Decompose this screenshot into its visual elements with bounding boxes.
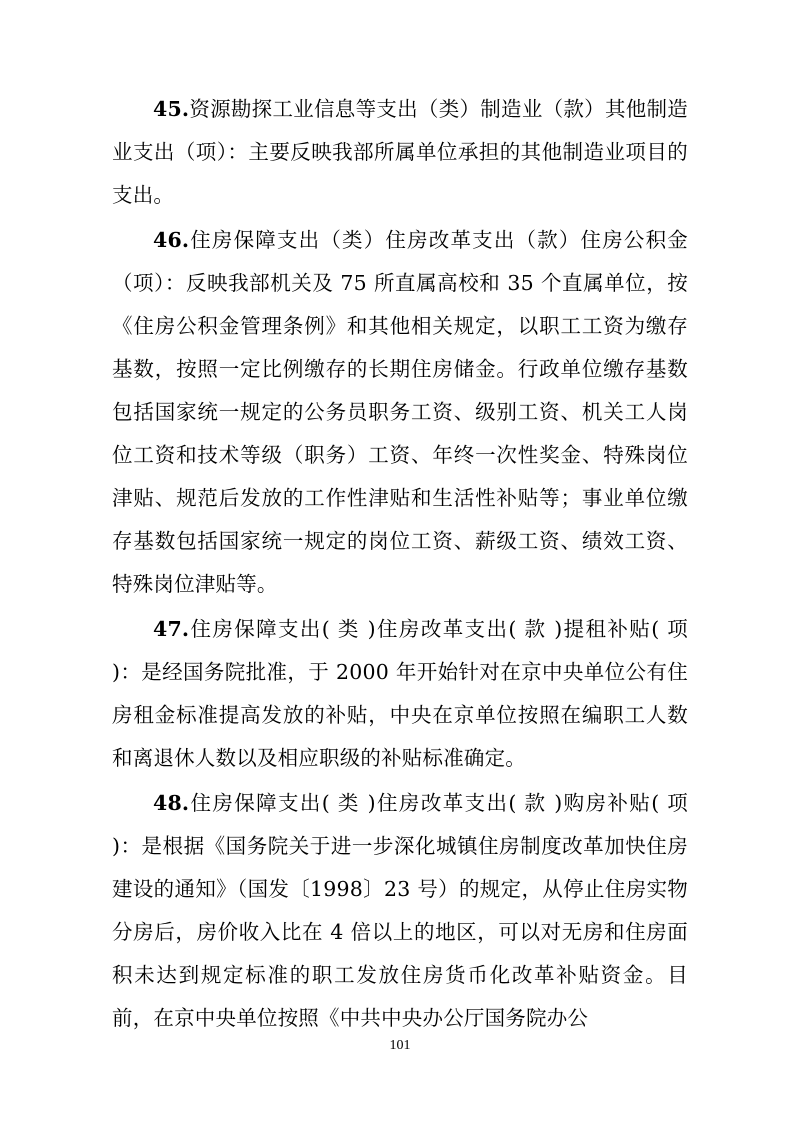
paragraph-45-number: 45.: [153, 97, 190, 121]
paragraph-45-text: 资源勘探工业信息等支出（类）制造业（款）其他制造业支出（项）：主要反映我部所属单位承担的其他制造业项目的支出。: [112, 97, 688, 207]
paragraph-47-text: 住房保障支出( 类 )住房改革支出( 款 )提租补贴( 项 )：是经国务院批准，于 2000 年开始针对在京中央单位公有住房租金标准提高发放的补贴，中央在京单位按照在编职工人数和离退休人数以及相应职级的补贴标准确定。: [112, 617, 695, 770]
paragraph-46-text: 住房保障支出（类）住房改革支出（款）住房公积金（项）：反映我部机关及 75 所直属高校和 35 个直属单位，按《住房公积金管理条例》和其他相关规定，以职工工资为缴存基数，按照一定比例缴存的长期住房储金。行政单位缴存基数包括国家统一规定的公务员职务工资、级别工资、机关工人岗位工资和技术等级（职务）工资、年终一次性奖金、特殊岗位津贴、规范后发放的工作性津贴和生活性补贴等；事业单位缴存基数包括国家统一规定的岗位工资、薪级工资、绩效工资、特殊岗位津贴等。: [112, 228, 688, 596]
page-number: 101: [389, 1038, 411, 1053]
paragraph-47-number: 47.: [153, 617, 190, 641]
paragraph-46-number: 46.: [153, 228, 190, 252]
paragraph-48-number: 48.: [153, 791, 190, 815]
paragraph-46: [112, 219, 688, 606]
paragraph-48: [112, 782, 695, 1040]
paragraph-47: [112, 608, 695, 780]
paragraph-45: [112, 88, 688, 217]
paragraph-48-text: 住房保障支出( 类 )住房改革支出( 款 )购房补贴( 项 )：是根据《国务院关于进一步深化城镇住房制度改革加快住房建设的通知》（国发〔1998〕23 号）的规定，从停止住房实物分房后，房价收入比在 4 倍以上的地区，可以对无房和住房面积未达到规定标准的职工发放住房货币化改革补贴资金。目前，在京中央单位按照《中共中央办公厅国务院办公: [112, 791, 695, 1030]
page-body: [112, 88, 695, 1042]
